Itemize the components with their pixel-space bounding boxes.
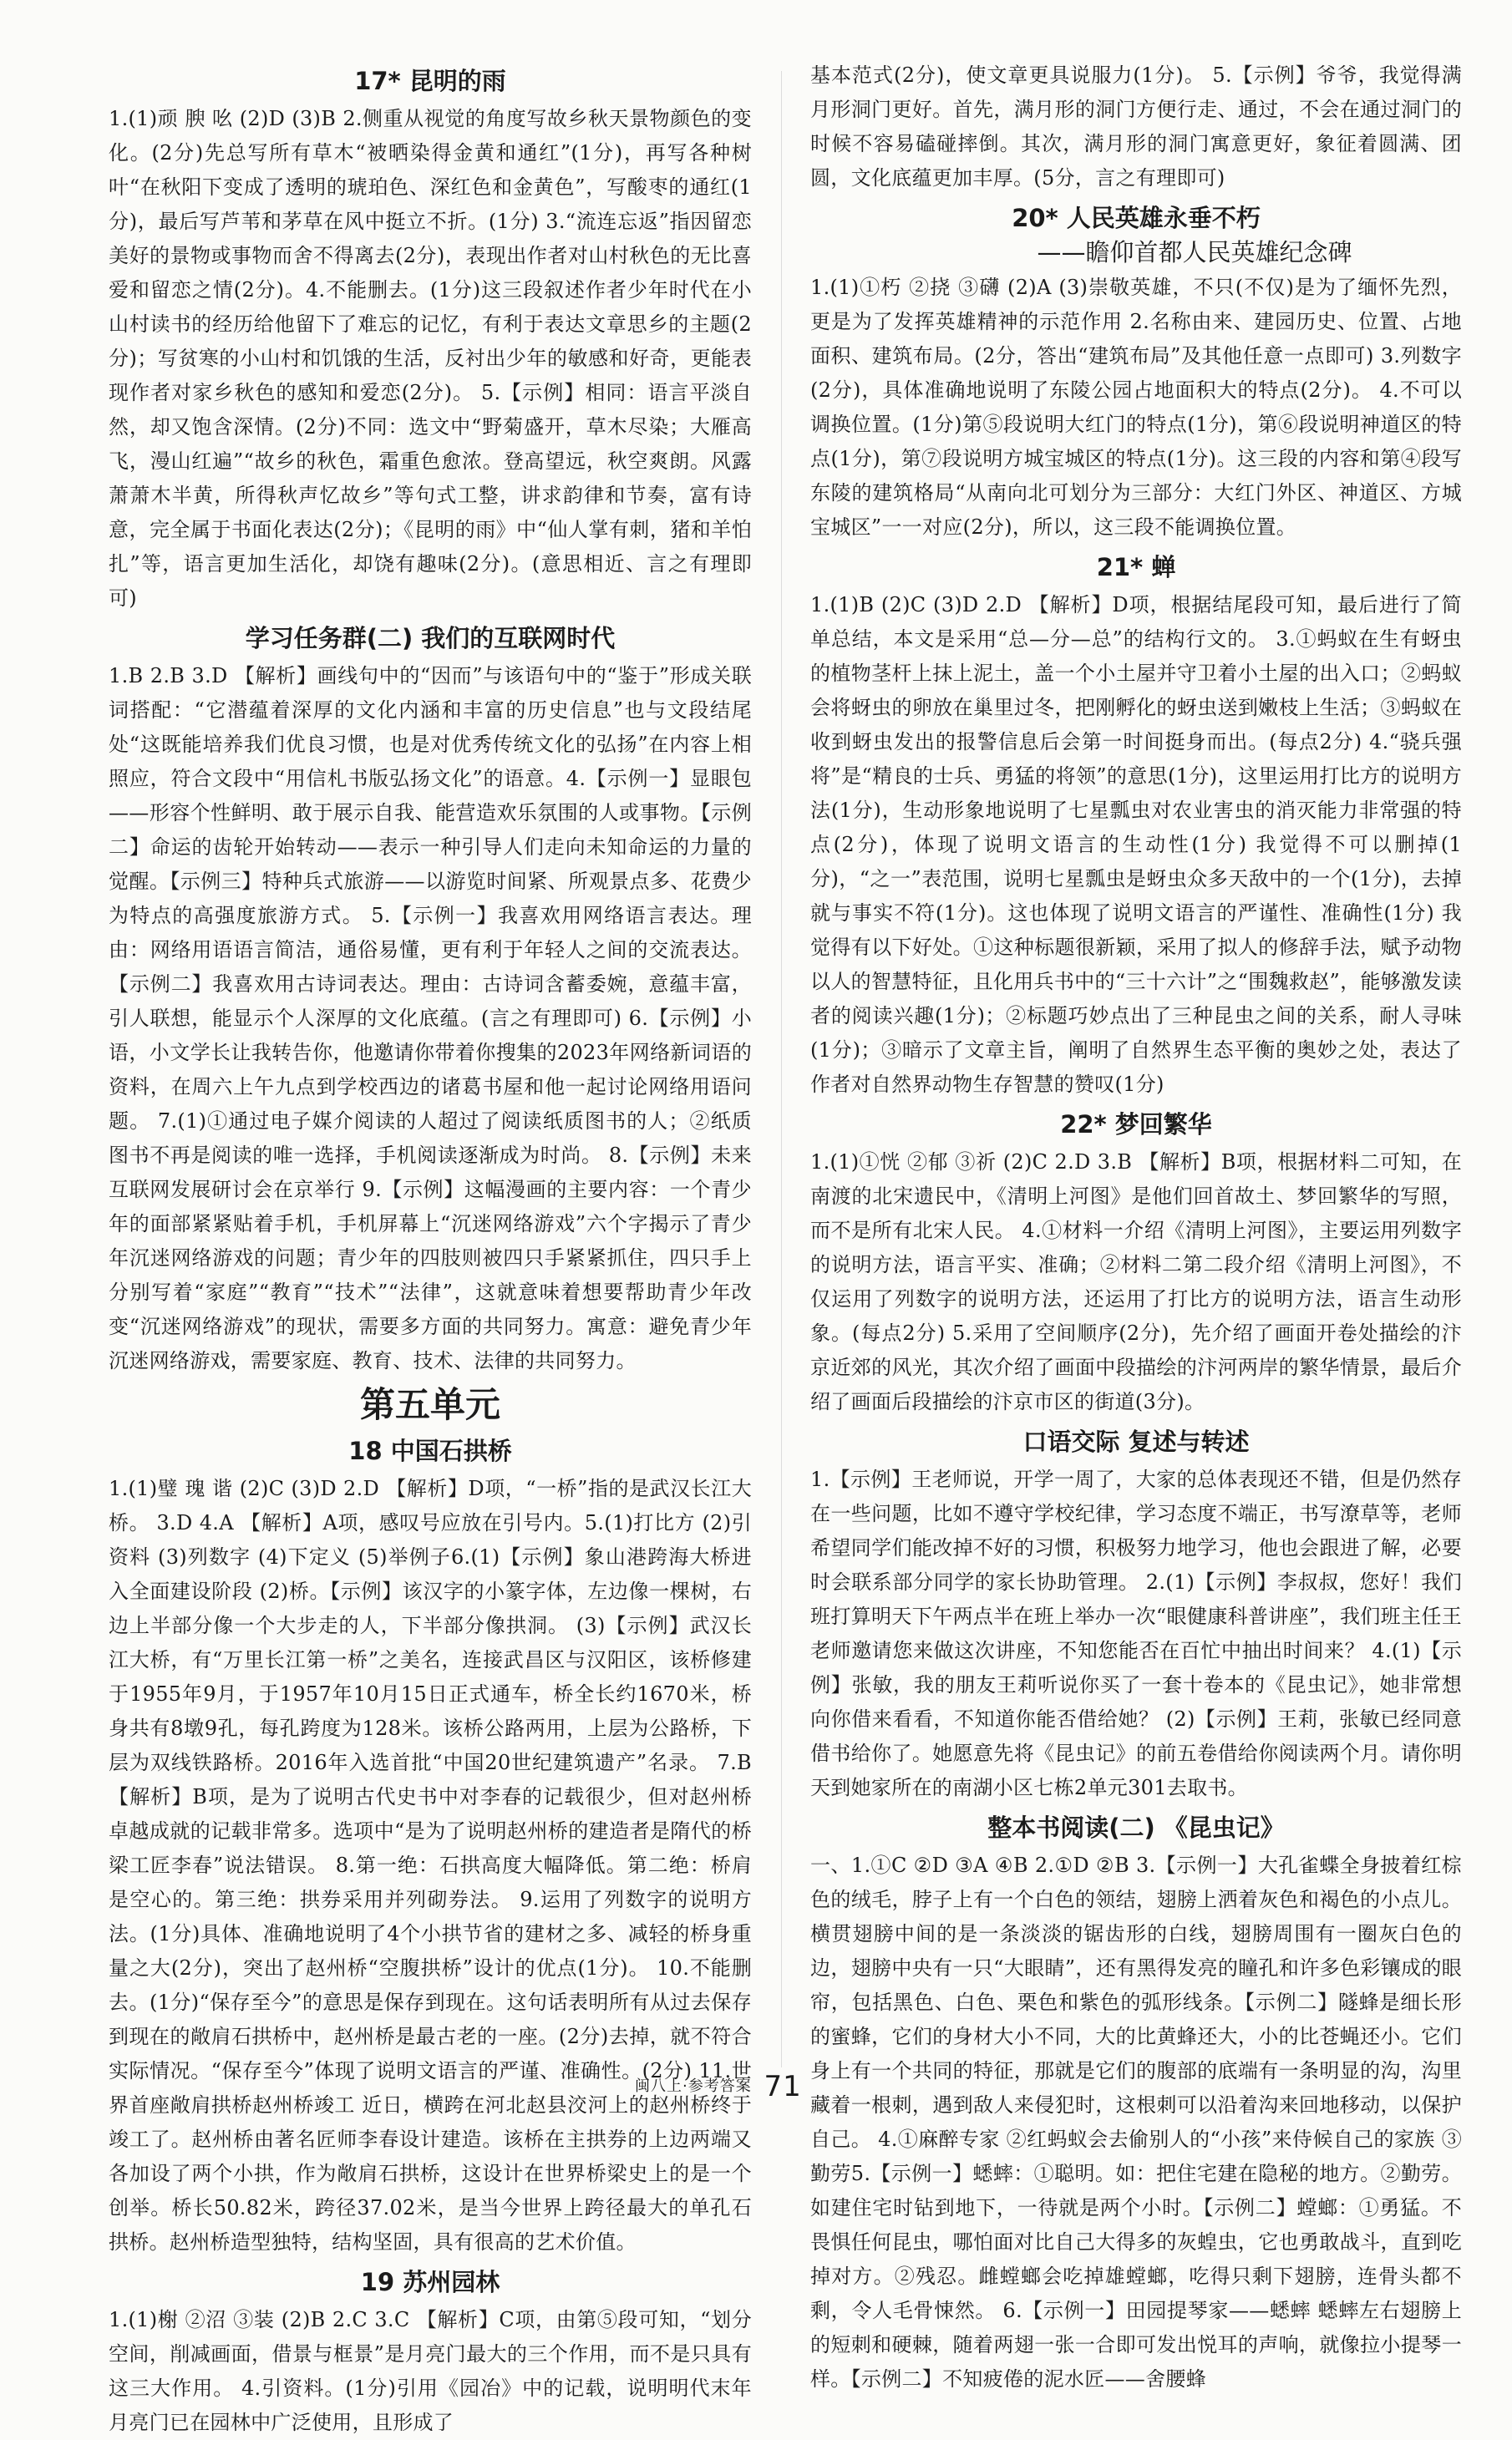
section-title: 19 苏州园林 xyxy=(360,2268,500,2296)
section-subtitle: ——瞻仰首都人民英雄纪念碑 xyxy=(1037,238,1352,266)
answer-text: 1.(1)B (2)C (3)D 2.D 【解析】D项，根据结尾段可知，最后进行了简单总结，本文是采用“总—分—总”的结构行文的。 3.①蚂蚁在生有蚜虫的植物茎杆上抹上泥土，盖一个小土屋并守卫着小土屋的出入口；②蚂蚁会将蚜虫的卵放在巢里过冬，把刚孵化的蚜虫送到嫩枝上生活；③蚂蚁在收到蚜虫发出的报警信息后会第一时间挺身而出。(每点2分) 4.“骁兵强将”是“精良的士兵、勇猛的将领”的意思(1分)，这里运用打比方的说明方法(1分)，生动形象地说明了七星瓢虫对农业害虫的消灭能力非常强的特点(2分)，体现了说明文语言的生动性(1分) 我觉得不可以删掉(1分)，“之一”表范围，说明七星瓢虫是蚜虫众多天敌中的一个(1分)，去掉就与事实不符(1分)。这也体现了说明文语言的严谨性、准确性(1分) 我觉得有以下好处。①这种标题很新颖，采用了拟人的修辞手法，赋予动物以人的智慧特征，且化用兵书中的“三十六计”之“围魏救赵”，能够激发读者的阅读兴趣(1分)；②标题巧妙点出了三种昆虫之间的关系，耐人寻味(1分)；③暗示了文章主旨，阐明了自然界生态平衡的奥妙之处，表达了作者对自然界动物生存智慧的赞叹(1分) xyxy=(810,593,1462,1096)
column-divider xyxy=(781,71,782,2067)
page-number: 71 xyxy=(764,2070,802,2103)
answer-text: 1.(1)①恍 ②郁 ③祈 (2)C 2.D 3.B 【解析】B项，根据材料二可知，在南渡的北宋遗民中，《清明上河图》是他们回首故土、梦回繁华的写照，而不是所有北宋人民。 4.①材料一介绍《清明上河图》，主要运用列数字的说明方法，语言平实、准确；②材料二第二段介绍《清明上河图》，不仅运用了列数字的说明方法，还运用了打比方的说明方法，语言生动形象。(每点2分) 5.采用了空间顺序(2分)，先介绍了画面开卷处描绘的汴京近郊的风光，其次介绍了画面中段描绘的汴河两岸的繁华情景，最后介绍了画面后段描绘的汴京市区的街道(3分)。 xyxy=(810,1150,1462,1413)
footer-label: 闽八上·参考答案 xyxy=(635,2077,752,2095)
answer-text: 一、1.①C ②D ③A ④B 2.①D ②B 3.【示例一】大孔雀蝶全身披着红棕色的绒毛，脖子上有一个白色的领结，翅膀上洒着灰色和褐色的小点儿。横贯翅膀中间的是一条淡淡的锯齿形的白线，翅膀周围有一圈灰白色的边，翅膀中央有一只“大眼睛”，还有黑得发亮的瞳孔和许多色彩镶成的眼帘，包括黑色、白色、栗色和紫色的弧形线条。【示例二】隧蜂是细长形的蜜蜂，它们的身材大小不同，大的比黄蜂还大，小的比苍蝇还小。它们身上有一个共同的特征，那就是它们的腹部的底端有一条明显的沟，沟里藏着一根刺，遇到敌人来侵犯时，这根刺可以沿着沟来回地移动，以保护自己。 4.①麻醉专家 ②红蚂蚁会去偷别人的“小孩”来侍候自己的家族 ③勤劳5.【示例一】蟋蟀：①聪明。如：把住宅建在隐秘的地方。②勤劳。如建住宅时钻到地下，一待就是两个小时。【示例二】螳螂：①勇猛。不畏惧任何昆虫，哪怕面对比自己大得多的灰蝗虫，它也勇敢战斗，直到吃掉对方。②残忍。雌螳螂会吃掉雄螳螂，吃得只剩下翅膀，连骨头都不剩，令人毛骨悚然。 6.【示例一】田园提琴家——蟋蟀 蟋蟀左右翅膀上的短刺和硬棘，随着两翅一张一合即可发出悦耳的声响，就像拉小提琴一样。【示例二】不知疲倦的泥水匠——舍腰蜂 xyxy=(810,1854,1462,2391)
answer-text: 基本范式(2分)，使文章更具说服力(1分)。 5.【示例】爷爷，我觉得满月形洞门更好。首先，满月形的洞门方便行走、通过，不会在通过洞门的时候不容易磕碰摔倒。其次，满月形的洞门寓意更好，象征着圆满、团圆，文化底蕴更加丰厚。(5分，言之有理即可) xyxy=(810,63,1462,190)
answer-text: 1.(1)顽 腴 吆 (2)D (3)B 2.侧重从视觉的角度写故乡秋天景物颜色的变化。(2分)先总写所有草木“被晒染得金黄和通红”(1分)，再写各种树叶“在秋阳下变成了透明的琥珀色、深红色和金黄色”，写酸枣的通红(1分)，最后写芦苇和茅草在风中挺立不折。(1分) 3.“流连忘返”指因留恋美好的景物或事物而舍不得离去(2分)，表现出作者对山村秋色的无比喜爱和留恋之情(2分)。4.不能删去。(1分)这三段叙述作者少年时代在小山村读书的经历给他留下了难忘的记忆，有利于表达文章思乡的主题(2分)；写贫寒的小山村和饥饿的生活，反衬出少年的敏感和好奇，更能表现作者对家乡秋色的感知和爱恋(2分)。 5.【示例】相同：语言平淡自然，却又饱含深情。(2分)不同：选文中“野菊盛开，草木尽染；大雁高飞，漫山红遍”“故乡的秋色，霜重色愈浓。登高望远，秋空爽朗。风露萧萧木半黄，所得秋声忆故乡”等句式工整，讲求韵律和节奏，富有诗意，完全属于书面化表达(2分)；《昆明的雨》中“仙人掌有刺，猪和羊怕扎”等，语言更加生活化，却饶有趣味(2分)。(意思相近、言之有理即可) xyxy=(109,107,752,610)
section-title: 整本书阅读(二) 《昆虫记》 xyxy=(987,1814,1285,1842)
section-title: 17* 昆明的雨 xyxy=(354,67,506,95)
section-title: 20* 人民英雄永垂不朽 xyxy=(1012,204,1261,232)
answer-text: 1.【示例】王老师说，开学一周了，大家的总体表现还不错，但是仍然存在一些问题，比如不遵守学校纪律，学习态度不端正，书写潦草等，老师希望同学们能改掉不好的习惯，积极努力地学习，他也会跟进了解，必要时会联系部分同学的家长协助管理。 2.(1)【示例】李叔叔，您好！我们班打算明天下午两点半在班上举办一次“眼健康科普讲座”，我们班主任王老师邀请您来做这次讲座，不知您能否在百忙中抽出时间来？ 4.(1)【示例】张敏，我的朋友王莉听说你买了一套十卷本的《昆虫记》，她非常想向你借来看看，不知道你能否借给她？ (2)【示例】王莉，张敏已经同意借书给你了。她愿意先将《昆虫记》的前五卷借给你阅读两个月。请你明天到她家所在的南湖小区七栋2单元301去取书。 xyxy=(810,1468,1462,1799)
section-title: 22* 梦回繁华 xyxy=(1060,1110,1212,1139)
answer-text: 1.(1)璧 瑰 谐 (2)C (3)D 2.D 【解析】D项，“一桥”指的是武汉长江大桥。 3.D 4.A 【解析】A项，感叹号应放在引号内。5.(1)打比方 (2)引资料 (3)列数字 (4)下定义 (5)举例子6.(1)【示例】象山港跨海大桥进入全面建设阶段 (2)桥。【示例】该汉字的小篆字体，左边像一棵树，右边上半部分像一个大步走的人，下半部分像拱洞。 (3)【示例】武汉长江大桥，有“万里长江第一桥”之美名，连接武昌区与汉阳区，该桥修建于1955年9月，于1957年10月15日正式通车，桥全长约1670米，桥身共有8墩9孔，每孔跨度为128米。该桥公路两用，上层为公路桥，下层为双线铁路桥。2016年入选首批“中国20世纪建筑遗产”名录。 7.B 【解析】B项，是为了说明古代史书中对李春的记载很少，但对赵州桥卓越成就的记载非常多。选项中“是为了说明赵州桥的建造者是隋代的桥梁工匠李春”说法错误。 8.第一绝：石拱高度大幅降低。第二绝：桥肩是空心的。第三绝：拱券采用并列砌券法。 9.运用了列数字的说明方法。(1分)具体、准确地说明了4个小拱节省的建材之多、减轻的桥身重量之大(2分)，突出了赵州桥“空腹拱桥”设计的优点(1分)。 10.不能删去。(1分)“保存至今”的意思是保存到现在。这句话表明所有从过去保存到现在的敞肩石拱桥中，赵州桥是最古老的一座。(2分)去掉，就不符合实际情况。“保存至今”体现了说明文语言的严谨、准确性。(2分) 11.世界首座敞肩拱桥赵州桥竣工 近日，横跨在河北赵县洨河上的赵州桥终于竣工了。赵州桥由著名匠师李春设计建造。该桥在主拱券的上边两端又各加设了两个小拱，作为敞肩石拱桥，这设计在世界桥梁史上的是一个创举。桥长50.82米，跨径37.02米，是当今世界上跨径最大的单孔石拱桥。赵州桥造型独特，结构坚固，具有很高的艺术价值。 xyxy=(109,1477,752,2254)
section-title: 21* 蝉 xyxy=(1096,553,1176,581)
answer-text: 1.(1)①朽 ②挠 ③礴 (2)A (3)崇敬英雄，不只(不仅)是为了缅怀先烈，更是为了发挥英雄精神的示范作用 2.名称由来、建园历史、位置、占地面积、建筑布局。(2分，答出“建筑布局”及其他任意一点即可) 3.列数字(2分)，具体准确地说明了东陵公园占地面积大的特点(2分)。 4.不可以调换位置。(1分)第⑤段说明大红门的特点(1分)，第⑥段说明神道区的特点(1分)，第⑦段说明方城宝城区的特点(1分)。这三段的内容和第④段写东陵的建筑格局“从南向北可划分为三部分：大红门外区、神道区、方城宝城区”一一对应(2分)，所以，这三段不能调换位置。 xyxy=(810,276,1462,539)
section-title: 学习任务群(二) 我们的互联网时代 xyxy=(245,624,616,652)
right-column xyxy=(810,58,1462,2397)
section-title: 口语交际 复述与转述 xyxy=(1022,1428,1250,1456)
page-footer xyxy=(635,2070,802,2103)
unit-title: 第五单元 xyxy=(359,1384,500,1425)
section-title: 18 中国石拱桥 xyxy=(348,1437,512,1465)
answer-text: 1.B 2.B 3.D 【解析】画线句中的“因而”与该语句中的“鉴于”形成关联词搭配：“它潜蕴着深厚的文化内涵和丰富的历史信息”也与文段结尾处“这既能培养我们优良习惯，也是对优秀传统文化的弘扬”在内容上相照应，符合文段中“用信札书版弘扬文化”的语意。4.【示例一】显眼包——形容个性鲜明、敢于展示自我、能营造欢乐氛围的人或事物。【示例二】命运的齿轮开始转动——表示一种引导人们走向未知命运的力量的觉醒。【示例三】特种兵式旅游——以游览时间紧、所观景点多、花费少为特点的高强度旅游方式。 5.【示例一】我喜欢用网络语言表达。理由：网络用语语言简洁，通俗易懂，更有利于年轻人之间的交流表达。 【示例二】我喜欢用古诗词表达。理由：古诗词含蓄委婉，意蕴丰富，引人联想，能显示个人深厚的文化底蕴。(言之有理即可) 6.【示例】小语，小文学长让我转告你，他邀请你带着你搜集的2023年网络新词语的资料，在周六上午九点到学校西边的诸葛书屋和他一起讨论网络用语问题。 7.(1)①通过电子媒介阅读的人超过了阅读纸质图书的人；②纸质图书不再是阅读的唯一选择，手机阅读逐渐成为时尚。 8.【示例】未来互联网发展研讨会在京举行 9.【示例】这幅漫画的主要内容：一个青少年的面部紧紧贴着手机，手机屏幕上“沉迷网络游戏”六个字揭示了青少年沉迷网络游戏的问题；青少年的四肢则被四只手紧紧抓住，四只手上分别写着“家庭”“教育”“技术”“法律”，这就意味着想要帮助青少年改变“沉迷网络游戏”的现状，需要多方面的共同努力。寓意：避免青少年沉迷网络游戏，需要家庭、教育、技术、法律的共同努力。 xyxy=(109,664,752,1372)
answer-text: 1.(1)榭 ②沼 ③装 (2)B 2.C 3.C 【解析】C项，由第⑤段可知，“划分空间，削减画面，借景与框景”是月亮门最大的三个作用，而不是只具有这三大作用。 4.引资料。(1分)引用《园冶》中的记载，说明明代末年月亮门已在园林中广泛使用，且形成了 xyxy=(109,2308,752,2434)
